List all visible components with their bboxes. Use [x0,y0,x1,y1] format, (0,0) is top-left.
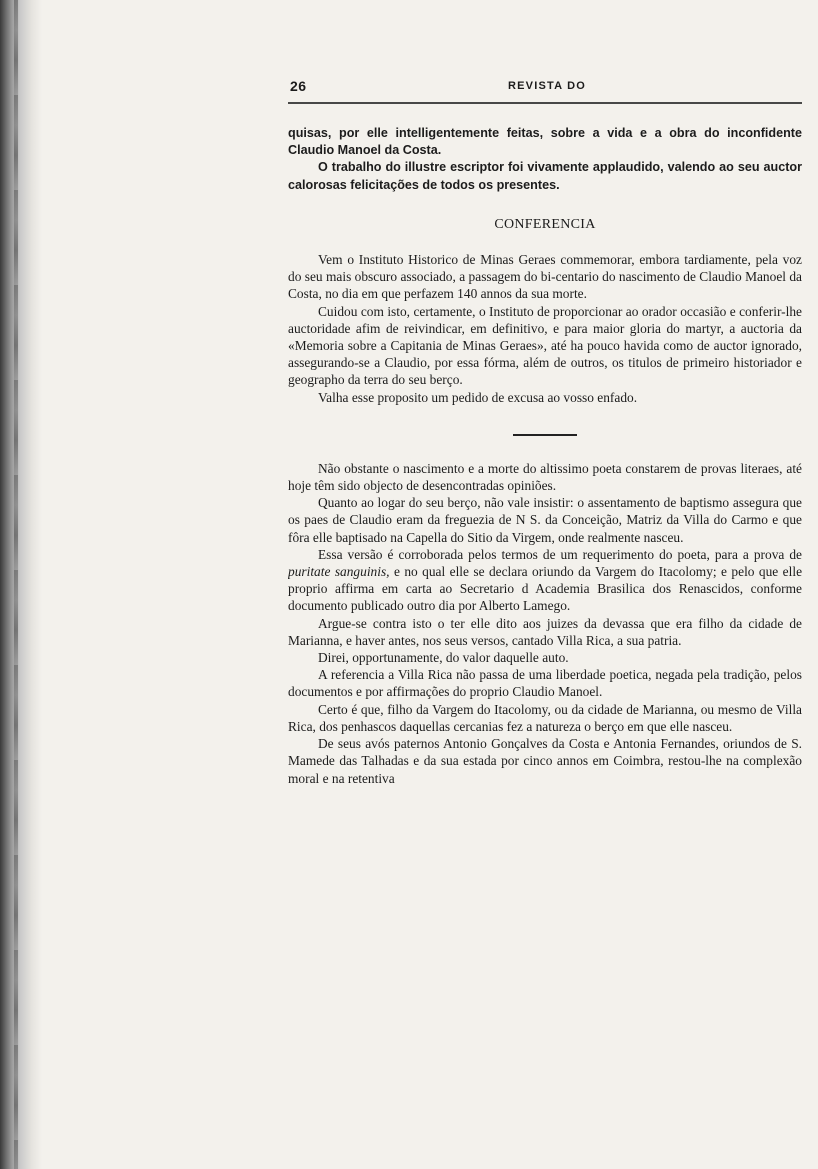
conferencia-paragraph-3: Valha esse proposito um pedido de excusa ao vosso enfado. [318,389,638,405]
page-text [288,125,802,787]
section-heading: CONFERENCIA [494,216,596,232]
body-paragraph-3 [288,546,802,615]
body-paragraph-3-end: e no qual elle se declara oriundo da Vargem do Itacolomy; e pelo que elle proprio affirma em carta ao Secretario d Academia Brasilica dos Renascidos, conforme documento publicado outro dia por Alberto Lamego. [288,564,802,614]
conferencia-paragraph-1: Vem o Instituto Historico de Minas Geraes commemorar, embora tardiamente, pela voz do seu mais obscuro associado, a passagem do bi-centario do nascimento de Claudio Manoel da Costa, no dia em que perfazem 140 annos da sua morte. [288,252,802,302]
body-paragraph-7: Certo é que, filho da Vargem do Itacolomy, ou da cidade de Marianna, ou mesmo de Villa Rica, dos penhascos daquellas cercanias fez a natureza o berço em que elle nasceu. [288,701,802,734]
running-head [288,78,802,100]
page-number: 26 [290,78,307,94]
header-rule [288,102,802,105]
body-paragraph-2: Quanto ao logar do seu berço, não vale insistir: o assentamento de baptismo assegura que os paes de Claudio eram da freguezia de N S. da Conceição, Matriz da Villa do Carmo e que fôra elle baptisado na Capella do Sitio da Virgem, onde realmente nasceu. [288,495,802,545]
body-paragraph-3-start: Essa versão é corroborada pelos termos de um requerimento do poeta, para a prova de [318,546,802,562]
intro-paragraph-2: O trabalho do illustre escriptor foi vivamente applaudido, valendo ao seu auctor calorosas felicitações de todos os presentes. [288,160,802,192]
section-separator [513,434,577,436]
conferencia-paragraph-2: Cuidou com isto, certamente, o Instituto de proporcionar ao orador occasião e conferir-lhe auctoridade afim de reivindicar, em definitivo, e para maior gloria do martyr, a auctoria da «Memoria sobre a Capitania de Minas Geraes», até ha pouco havida como de auctor ignorado, assegurando-se a Claudio, por essa fórma, além de outros, os titulos de primeiro historiador e geographo da terra do seu berço. [288,303,802,388]
running-title: REVISTA DO [508,80,587,92]
page-binding-shadow [14,0,18,1169]
body-paragraph-4: Argue-se contra isto o ter elle dito aos juizes da devassa que era filho da cidade de Marianna, e haver antes, nos seus versos, cantado Villa Rica, a sua patria. [288,615,802,648]
book-page [288,78,802,1038]
body-paragraph-5: Direi, opportunamente, do valor daquelle auto. [318,650,569,666]
intro-paragraph-1: quisas, por elle intelligentemente feitas, sobre a vida e a obra do inconfidente Claudio Manoel da Costa. [288,126,802,158]
page-binding-edge [0,0,42,1169]
latin-phrase: puritate sanguinis, [288,564,390,580]
body-paragraph-6: A referencia a Villa Rica não passa de uma liberdade poetica, negada pela tradição, pelos documentos e por affirmações do proprio Claudio Manoel. [288,667,802,700]
body-paragraph-1: Não obstante o nascimento e a morte do altissimo poeta constarem de provas literaes, até hoje têm sido objecto de desencontradas opiniões. [288,460,802,494]
body-paragraph-8: De seus avós paternos Antonio Gonçalves da Costa e Antonia Fernandes, oriundos de S. Mamede das Talhadas e da sua estada por cinco annos em Coimbra, restou-lhe na complexão moral e na retentiva [288,736,802,786]
